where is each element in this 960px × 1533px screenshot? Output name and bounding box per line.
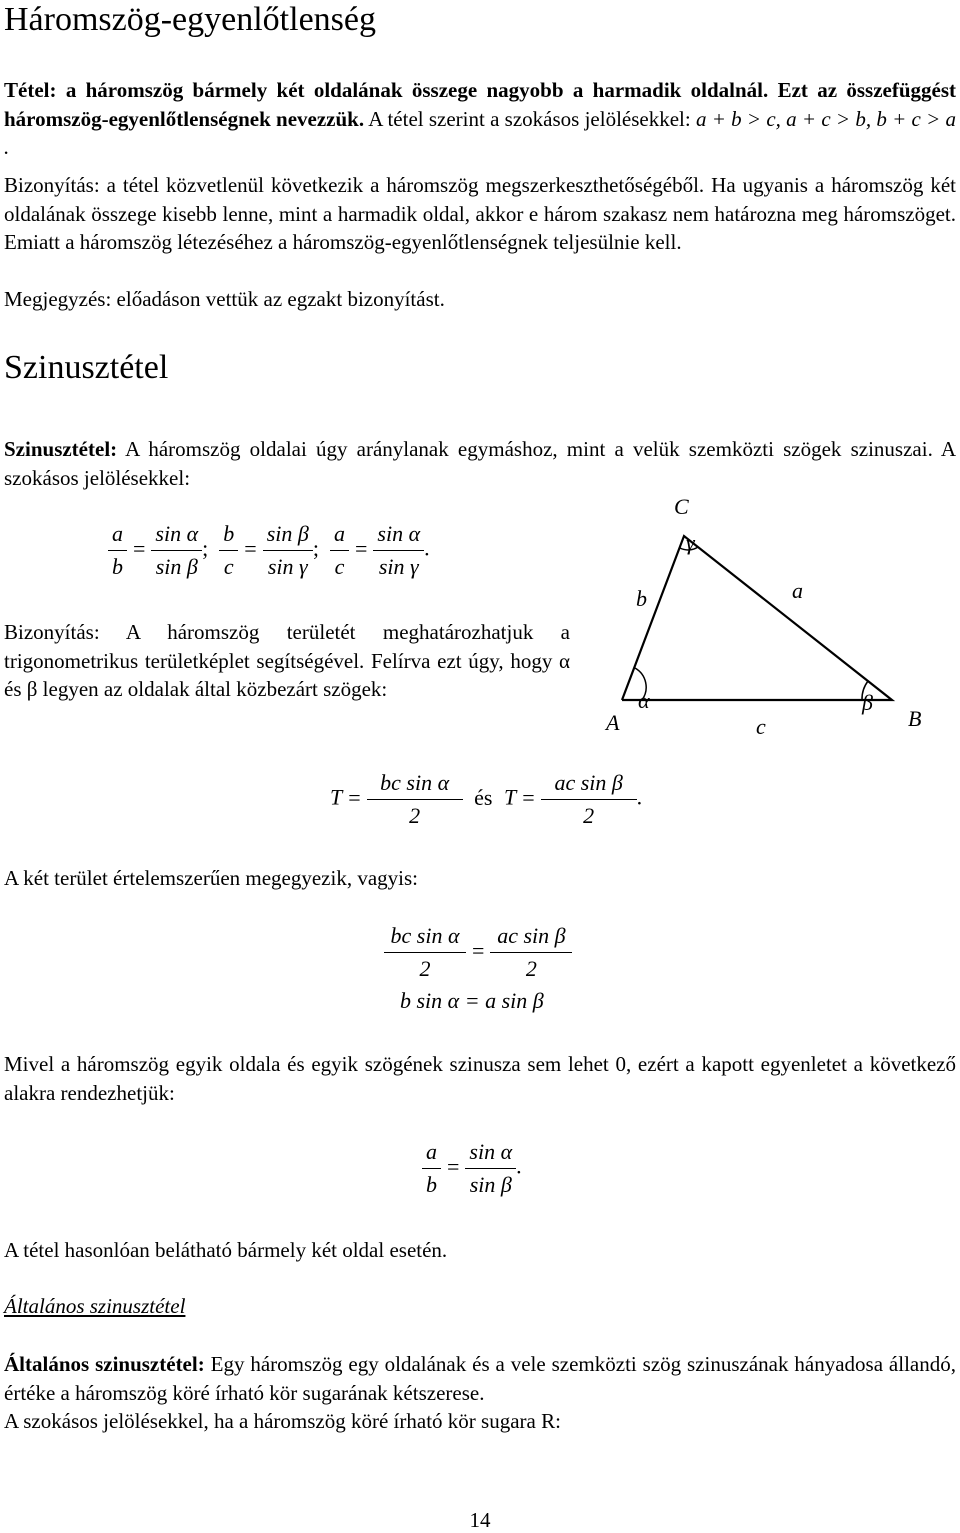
vertex-c-label: C <box>674 494 689 519</box>
page-number: 14 <box>469 1508 491 1532</box>
equal-areas-equation: $\frac{\text{bc sin α}}{2}$ = $\frac{\text{ac sin β}}{2}$ <box>384 920 572 985</box>
theorem-inequalities: a + b > c, a + c > b, b + c > a . <box>4 106 957 159</box>
general-sine-label: Általános szinusztétel: <box>4 1352 205 1376</box>
simplified-equation: b sin α = a sin β <box>400 988 544 1013</box>
heading-triangle-inequality: Háromszög-egyenlőtlenség <box>4 1 376 38</box>
sine-theorem-label: Szinusztétel: <box>4 437 118 461</box>
similar-proof-text: A tétel hasonlóan belátható bármely két oldal esetén. <box>4 1238 448 1262</box>
general-sine-text: Egy háromszög egy oldalának és a vele szemközti szög szinuszának hányadosa állandó, értéke a háromszög köré írható kör sugarának kétszerese. <box>4 1352 956 1405</box>
theorem-text: A tétel szerint a szokásos jelölésekkel: <box>368 106 691 131</box>
side-c-label: c <box>756 714 766 739</box>
heading-sine-theorem: Szinusztétel <box>4 349 169 386</box>
side-a-label: a <box>792 578 803 603</box>
general-sine-heading: Általános szinusztétel <box>4 1294 186 1318</box>
sine-theorem-text: A háromszög oldalai úgy aránylanak egymáshoz, mint a velük szemközti szögek szinuszai. A szokásos jelölésekkel: <box>4 437 956 490</box>
beta-label: β <box>862 690 873 715</box>
triangle-figure <box>590 480 950 750</box>
vertex-b-label: B <box>908 706 922 731</box>
general-sine-last-line: A szokásos jelölésekkel, ha a háromszög köré írható kör sugara R: <box>4 1409 561 1433</box>
theorem-label: Tétel: <box>4 78 57 102</box>
vertex-a-label: A <box>606 710 620 735</box>
gamma-label: γ <box>686 530 695 555</box>
sine-ratios-equation: $\frac{a}{b}$ = $\frac{\text{sin α}}{\text{sin β}}$ ; $\frac{b}{c}$ = $\frac{\text{sin β}}{\text{sin γ}}$ ; $\frac{a}{c}$ = $\frac{\text{sin α}}{\text{sin γ}}$ . <box>108 518 430 583</box>
proof-paragraph-2: Bizonyítás: A háromszög területét meghatározhatjuk a trigonometrikus területképlet segítségével. Felírva ezt úgy, hogy α és β legyen az oldalak által közbezárt szögek: <box>4 620 570 701</box>
equal-areas-text: A két terület értelemszerűen megegyezik, vagyis: <box>4 866 419 890</box>
proof-paragraph-1: Bizonyítás: a tétel közvetlenül következik a háromszög megszerkeszthetőségéből. Ha ugyanis a háromszög két oldalának összege kisebb lenne, mint a harmadik oldal, akkor e három szakasz nem határozna meg háromszöget. Emiatt a háromszög létezéséhez a háromszög-egyenlőtlenségnek teljesülnie kell. <box>4 173 956 254</box>
side-b-label: b <box>636 586 647 611</box>
note-paragraph: Megjegyzés: előadáson vettük az egzakt bizonyítást. <box>4 287 445 311</box>
rearrange-paragraph: Mivel a háromszög egyik oldala és egyik szögének szinusza sem lehet 0, ezért a kapott egyenletet a következő alakra rendezhetjük: <box>4 1052 956 1105</box>
final-ratio-equation: $\frac{a}{b}$ = $\frac{\text{sin α}}{\text{sin β}}$ . <box>422 1136 522 1201</box>
alpha-label: α <box>638 688 650 713</box>
theorem-bold-text: a háromszög bármely két oldalának összege nagyobb a harmadik oldalnál. Ezt az összefüggést háromszög-egyenlőtlenségnek nevezzük. <box>4 78 957 131</box>
area-equation: T = $\frac{\text{bc sin α}}{2}$ és T = $\frac{\text{ac sin β}}{2}$ . <box>330 767 642 832</box>
theorem-paragraph <box>4 76 956 162</box>
triangle-outline <box>622 536 892 700</box>
general-sine-paragraph <box>4 1350 956 1407</box>
